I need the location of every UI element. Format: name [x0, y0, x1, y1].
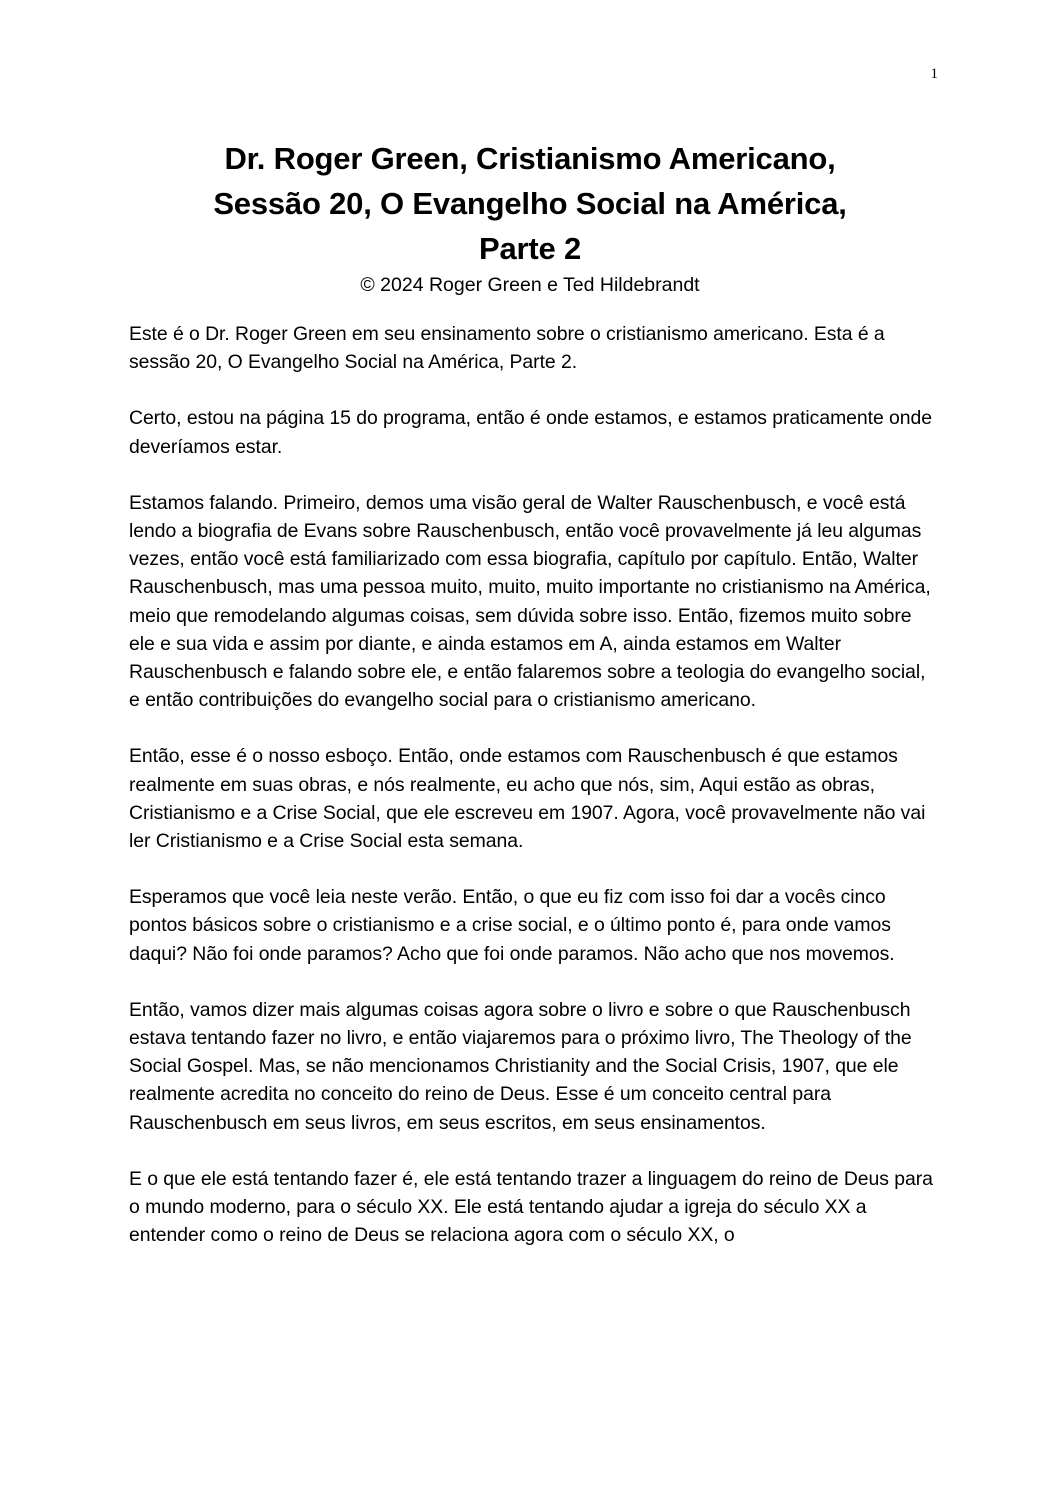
paragraph: E o que ele está tentando fazer é, ele está tentando trazer a linguagem do reino de Deus para o mundo moderno, para o século XX. Ele está tentando ajudar a igreja do século XX a entender como o reino de Deus se relaciona agora com o século XX, o — [129, 1167, 933, 1247]
title-line-2: Sessão 20, O Evangelho Social na América, — [213, 186, 847, 221]
paragraph: Então, vamos dizer mais algumas coisas agora sobre o livro e sobre o que Rauschenbusch estava tentando fazer no livro, e então viajaremos para o próximo livro, The Theology of the Social Gospel. Mas, se não mencionamos Christianity and the Social Crisis, 1907, que ele realmente acredita no conceito do reino de Deus. Esse é um conceito central para Rauschenbusch em seus livros, em seus escritos, em seus ensinamentos. — [129, 998, 912, 1134]
title-line-1: Dr. Roger Green, Cristianismo Americano, — [224, 141, 836, 176]
title-line-3: Parte 2 — [479, 231, 581, 266]
paragraph: Certo, estou na página 15 do programa, então é onde estamos, e estamos praticamente onde deveríamos estar. — [129, 407, 932, 458]
document-header — [130, 136, 930, 299]
paragraph: Este é o Dr. Roger Green em seu ensinamento sobre o cristianismo americano. Esta é a sessão 20, O Evangelho Social na América, Parte 2. — [129, 323, 885, 374]
copyright-line: © 2024 Roger Green e Ted Hildebrandt — [360, 274, 700, 296]
paragraph: Estamos falando. Primeiro, demos uma visão geral de Walter Rauschenbusch, e você está lendo a biografia de Evans sobre Rauschenbusch, então você provavelmente já leu algumas vezes, então você está familiarizado com essa biografia, capítulo por capítulo. Então, Walter Rauschenbusch, mas uma pessoa muito, muito, muito importante no cristianismo na América, meio que remodelando algumas coisas, sem dúvida sobre isso. Então, fizemos muito sobre ele e sua vida e assim por diante, e ainda estamos em A, ainda estamos em Walter Rauschenbusch e falando sobre ele, e então falaremos sobre a teologia do evangelho social, e então contribuições do evangelho social para o cristianismo americano. — [129, 491, 931, 712]
document-body — [129, 320, 934, 1277]
page-number: 1 — [930, 66, 938, 82]
paragraph: Esperamos que você leia neste verão. Então, o que eu fiz com isso foi dar a vocês cinco pontos básicos sobre o cristianismo e a crise social, e o último ponto é, para onde vamos daqui? Não foi onde paramos? Acho que foi onde paramos. Não acho que nos movemos. — [129, 886, 895, 965]
paragraph: Então, esse é o nosso esboço. Então, onde estamos com Rauschenbusch é que estamos realmente em suas obras, e nós realmente, eu acho que nós, sim, Aqui estão as obras, Cristianismo e a Crise Social, que ele escreveu em 1907. Agora, você provavelmente não vai ler Cristianismo e a Crise Social esta semana. — [129, 745, 926, 853]
